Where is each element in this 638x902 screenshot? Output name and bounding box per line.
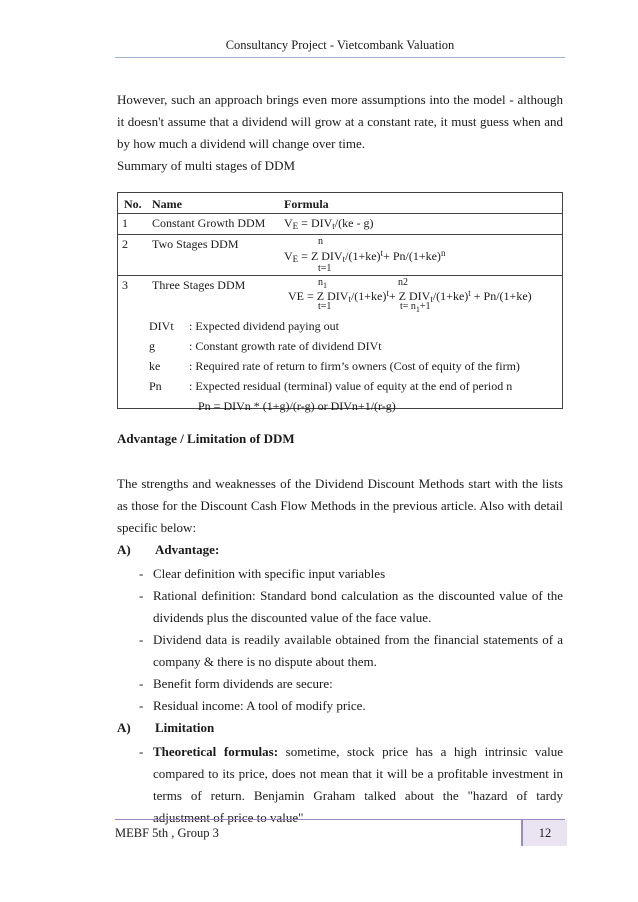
formula-constant-growth: $V_E = DIV_t/(ke - g)$ xyxy=(284,216,374,231)
page-header: Consultancy Project - Vietcombank Valuation xyxy=(225,38,455,52)
row-divider xyxy=(118,234,562,235)
limitation-bullet-1: - Theoretical formulas: sometime, stock price has a high intrinsic value compared to its price, does not mean that it will be a profitable investment in terms of return. Benjamin Graham talked about the "hazard of tardy adjustment of price to value" xyxy=(139,744,563,825)
page-number: 12 xyxy=(521,820,567,846)
limitation-text: sometime, stock price has a high intrinsic value compared to its price, does not mean that it will be a profitable investment in terms of return. Benjamin Graham talked about the "hazard of tardy adjustment of price to value" xyxy=(153,744,563,825)
header-no: No. xyxy=(124,197,142,211)
row-divider xyxy=(118,275,562,276)
definition-pn: Pn : Expected residual (terminal) value of equity at the end of period n xyxy=(149,379,513,393)
row-1-no: 1 xyxy=(122,216,128,230)
formula-two-stages: $V_E = Z$ $DIV_t/(1+ke)^t+ Pn/(1+ke)^n$ xyxy=(284,248,446,264)
footer-rule xyxy=(115,819,565,820)
sum-lower-limit-2: $t= n_1+1$ xyxy=(400,301,431,314)
row-2-no: 2 xyxy=(122,237,128,251)
advantage-bullet-4: - Benefit form dividends are secure: xyxy=(139,676,333,691)
advantage-bullet-5: - Residual income: A tool of modify price. xyxy=(139,698,366,713)
limitation-title: Limitation xyxy=(155,720,215,735)
sum-upper-limit-2: n2 xyxy=(398,277,408,288)
advantage-bullet-1: - Clear definition with specific input variables xyxy=(139,566,386,581)
formula-three-stages: VE = Z $DIV_t/(1+ke)^t+ Z$ $DIV_t/(1+ke)^t + Pn/(1+ke)$ xyxy=(288,288,532,304)
intro-paragraph xyxy=(117,89,563,177)
row-3-no: 3 xyxy=(122,278,128,292)
summary-line: Summary of multi stages of DDM xyxy=(117,158,296,173)
ddm-table xyxy=(117,192,563,413)
sum-lower-limit: t=1 xyxy=(318,263,332,274)
header-rule xyxy=(115,57,565,58)
sum-lower-limit-1: t=1 xyxy=(318,301,332,312)
advantage-heading xyxy=(117,542,219,558)
pn-formula: Pn = DIVn * (1+g)/(r-g) or DIVn+1/(r-g) xyxy=(198,399,396,413)
row-1-name: Constant Growth DDM xyxy=(152,216,266,230)
section-paragraph: The strengths and weaknesses of the Dividend Discount Methods start with the lists as those for the Discount Cash Flow Methods in the previous article. Also with detail specific below: xyxy=(117,476,563,535)
advantage-letter: A) xyxy=(117,542,131,557)
intro-text: However, such an approach brings even more assumptions into the model - although it doesn't assume that a dividend will grow at a constant rate, it must guess when and by how much a dividend will change over time. xyxy=(117,92,563,151)
definition-divt: DIVt : Expected dividend paying out xyxy=(149,319,339,333)
header-name: Name xyxy=(152,197,182,211)
sum-upper-limit: n xyxy=(318,236,323,247)
footer-text: MEBF 5th , Group 3 xyxy=(115,826,219,840)
header-formula: Formula xyxy=(284,197,329,211)
advantage-title: Advantage: xyxy=(155,542,220,557)
row-2-name: Two Stages DDM xyxy=(152,237,239,251)
limitation-bold: Theoretical formulas: xyxy=(153,744,279,759)
row-divider xyxy=(118,213,562,214)
advantage-bullet-2: - Rational definition: Standard bond calculation as the discounted value of the dividends plus the discounted value of the face value. xyxy=(139,588,563,625)
section-title: Advantage / Limitation of DDM xyxy=(117,431,295,446)
definition-ke: ke : Required rate of return to firm’s owners (Cost of equity of the firm) xyxy=(149,359,520,373)
sum-upper-limit-1: $n_1$ xyxy=(318,277,327,290)
limitation-heading xyxy=(117,720,214,736)
definition-g: g : Constant growth rate of dividend DIVt xyxy=(149,339,382,353)
limitation-letter: A) xyxy=(117,720,131,735)
row-3-name: Three Stages DDM xyxy=(152,278,246,292)
advantage-bullet-3: - Dividend data is readily available obtained from the financial statements of a company & there is no dispute about them. xyxy=(139,632,563,669)
